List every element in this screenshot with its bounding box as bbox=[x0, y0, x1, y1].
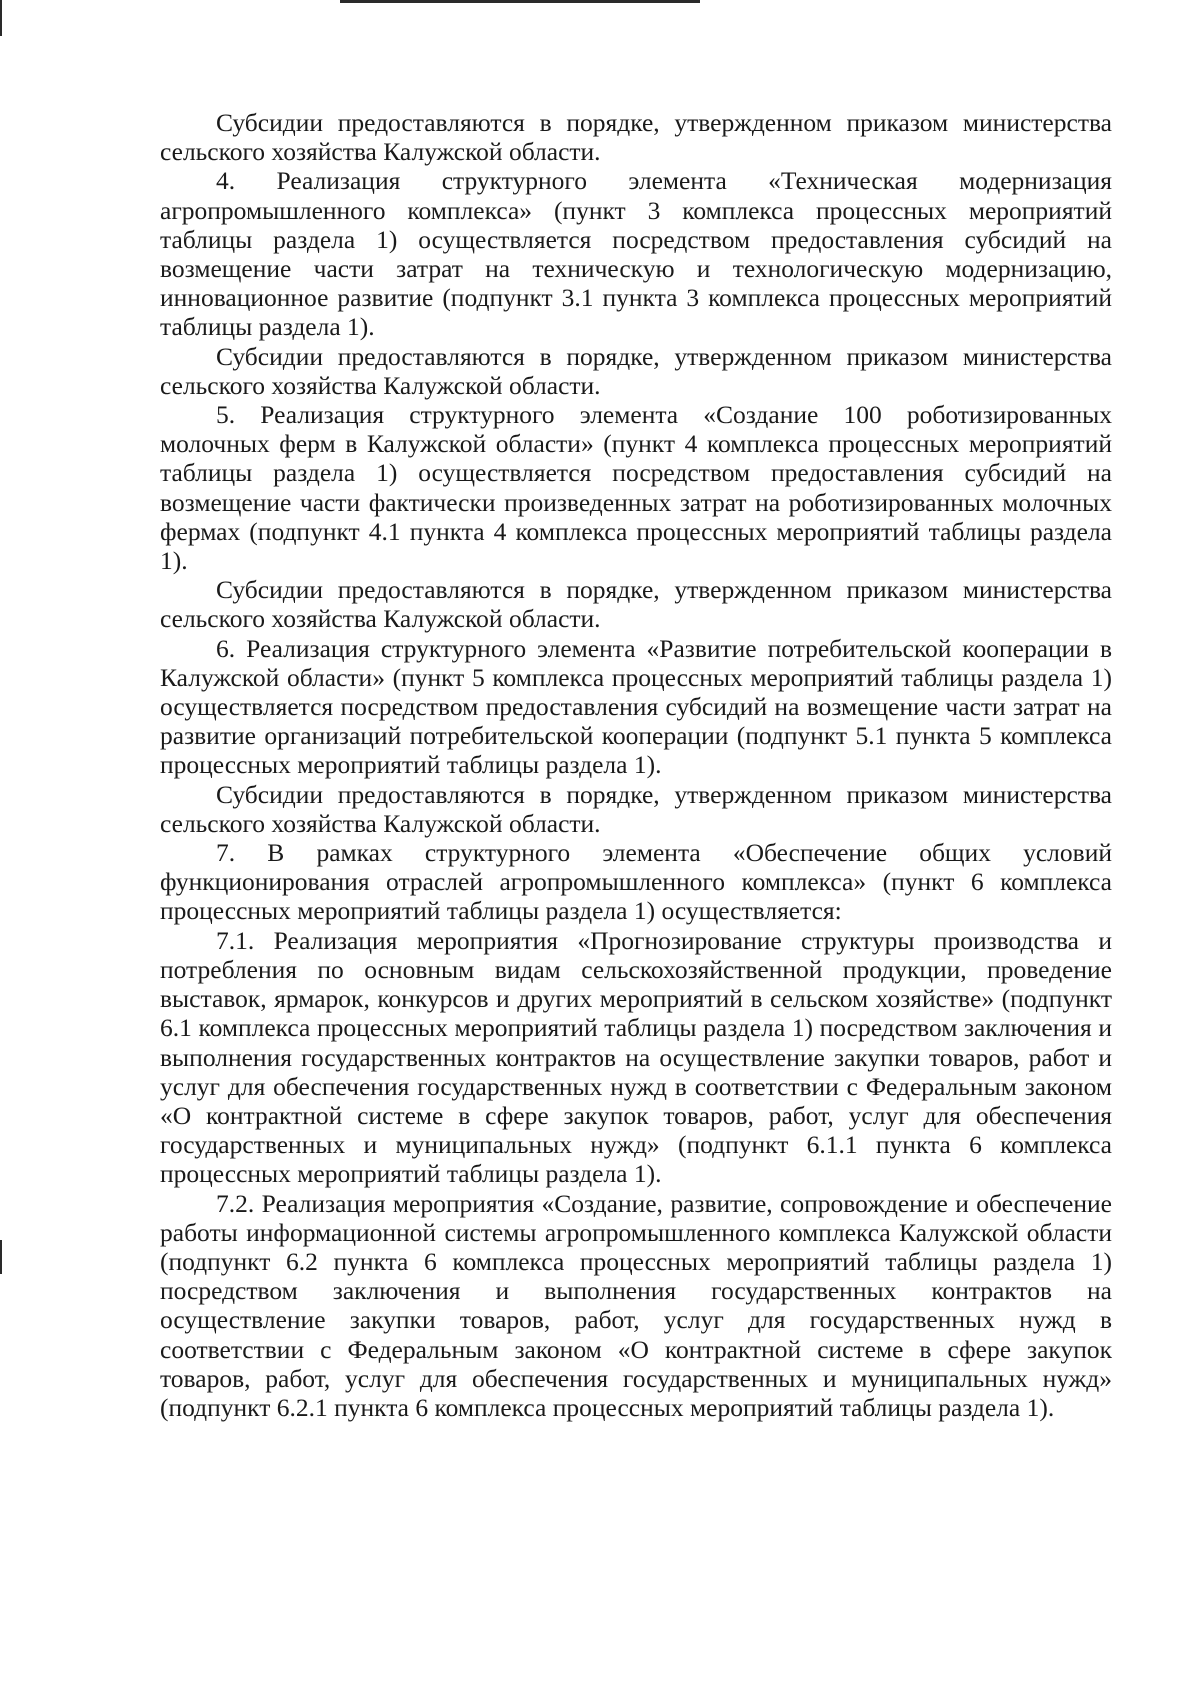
paragraph-subsidy-note-2: Субсидии предоставляются в порядке, утвержденном приказом министерства сельского хозяйства Калужской области. bbox=[160, 341, 1112, 400]
paragraph-item-7-1: 7.1. Реализация мероприятия «Прогнозирование структуры производства и потребления по основным видам сельскохозяйственной продукции, проведение выставок, ярмарок, конкурсов и других мероприятий в сельском хозяйстве» (подпункт 6.1 комплекса процессных мероприятий таблицы раздела 1) посредством заключения и выполнения государственных контрактов на осуществление закупки товаров, работ и услуг для обеспечения государственных нужд в соответствии с Федеральным законом «О контрактной системе в сфере закупок товаров, работ, услуг для обеспечения государственных и муниципальных нужд» (подпункт 6.1.1 пункта 6 комплекса процессных мероприятий таблицы раздела 1). bbox=[160, 925, 1112, 1189]
scan-edge-mark-middle bbox=[0, 1240, 2, 1274]
paragraph-item-6: 6. Реализация структурного элемента «Развитие потребительской кооперации в Калужской области» (пункт 5 комплекса процессных мероприятий таблицы раздела 1) осуществляется посредством предоставления субсидий на возмещение части затрат на развитие организаций потребительской кооперации (подпункт 5.1 пункта 5 комплекса процессных мероприятий таблицы раздела 1). bbox=[160, 633, 1112, 780]
paragraph-subsidy-note-3: Субсидии предоставляются в порядке, утвержденном приказом министерства сельского хозяйства Калужской области. bbox=[160, 575, 1112, 634]
paragraph-item-5: 5. Реализация структурного элемента «Создание 100 роботизированных молочных ферм в Калужской области» (пункт 4 комплекса процессных мероприятий таблицы раздела 1) осуществляется посредством предоставления субсидий на возмещение части фактически произведенных затрат на роботизированных молочных фермах (подпункт 4.1 пункта 4 комплекса процессных мероприятий таблицы раздела 1). bbox=[160, 400, 1112, 576]
paragraph-subsidy-note-4: Субсидии предоставляются в порядке, утвержденном приказом министерства сельского хозяйства Калужской области. bbox=[160, 779, 1112, 838]
paragraph-item-7-2: 7.2. Реализация мероприятия «Создание, развитие, сопровождение и обеспечение работы информационной системы агропромышленного комплекса Калужской области (подпункт 6.2 пункта 6 комплекса процессных мероприятий таблицы раздела 1) посредством заключения и выполнения государственных контрактов на осуществление закупки товаров, работ, услуг для государственных нужд в соответствии с Федеральным законом «О контрактной системе в сфере закупок товаров, работ, услуг для обеспечения государственных и муниципальных нужд» (подпункт 6.2.1 пункта 6 комплекса процессных мероприятий таблицы раздела 1). bbox=[160, 1188, 1112, 1422]
scan-top-rule bbox=[340, 0, 700, 3]
paragraph-subsidy-note-1: Субсидии предоставляются в порядке, утвержденном приказом министерства сельского хозяйства Калужской области. bbox=[160, 108, 1112, 167]
scan-edge-mark-top bbox=[0, 0, 2, 36]
document-body bbox=[160, 108, 1112, 1422]
paragraph-item-4: 4. Реализация структурного элемента «Техническая модернизация агропромышленного комплекса» (пункт 3 комплекса процессных мероприятий таблицы раздела 1) осуществляется посредством предоставления субсидий на возмещение части затрат на техническую и технологическую модернизацию, инновационное развитие (подпункт 3.1 пункта 3 комплекса процессных мероприятий таблицы раздела 1). bbox=[160, 166, 1112, 342]
paragraph-item-7: 7. В рамках структурного элемента «Обеспечение общих условий функционирования отраслей агропромышленного комплекса» (пункт 6 комплекса процессных мероприятий таблицы раздела 1) осуществляется: bbox=[160, 838, 1112, 926]
